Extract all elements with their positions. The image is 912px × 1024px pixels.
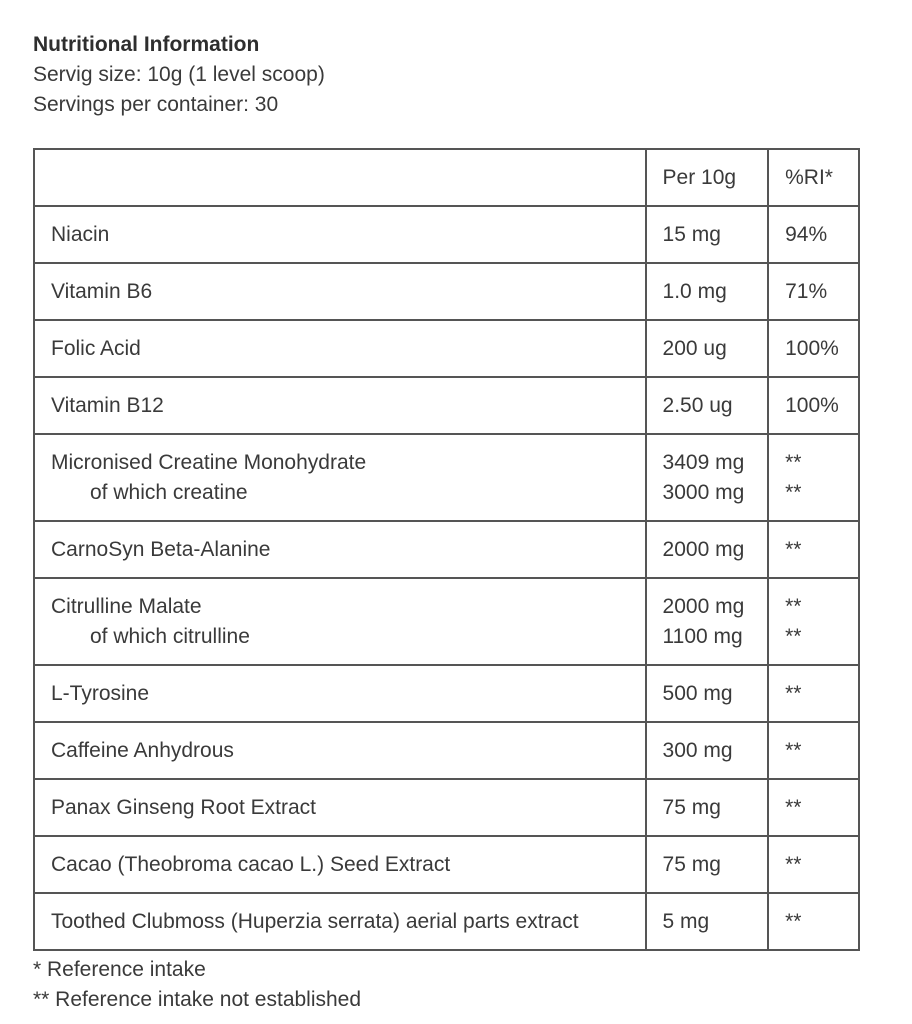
nutrient-amount: 2000 mg — [646, 521, 769, 578]
nutrient-ri: ** — [768, 893, 859, 950]
nutrient-ri: 100% — [768, 320, 859, 377]
nutrient-ri: 71% — [768, 263, 859, 320]
nutrient-amount: 75 mg — [646, 836, 769, 893]
nutrient-sub-ri: ** — [785, 624, 802, 648]
nutrient-ri: ** — [785, 594, 802, 618]
nutrient-name: Citrulline Malate — [51, 594, 202, 618]
table-row — [34, 521, 859, 578]
header-name-cell — [34, 149, 646, 206]
nutrient-ri: ** — [768, 779, 859, 836]
nutrient-amount: 15 mg — [646, 206, 769, 263]
nutrient-ri-cell — [768, 578, 859, 665]
table-header-row — [34, 149, 859, 206]
table-row — [34, 779, 859, 836]
nutrient-amount-cell — [646, 434, 769, 521]
nutrient-name: L-Tyrosine — [34, 665, 646, 722]
nutrient-ri: ** — [768, 665, 859, 722]
footnote-not-established: ** Reference intake not established — [33, 988, 362, 1011]
header-ri-cell: %RI* — [768, 149, 859, 206]
nutrient-name: Folic Acid — [34, 320, 646, 377]
nutrient-name: Vitamin B12 — [34, 377, 646, 434]
nutrient-name: Micronised Creatine Monohydrate — [51, 450, 367, 474]
serving-size: Servig size: 10g (1 level scoop) — [33, 63, 325, 86]
nutrition-header — [33, 30, 325, 120]
table-row — [34, 722, 859, 779]
nutrient-name-cell — [34, 578, 646, 665]
table-row — [34, 434, 859, 521]
table-row — [34, 578, 859, 665]
nutrient-amount: 500 mg — [646, 665, 769, 722]
nutrient-ri: ** — [768, 521, 859, 578]
nutrient-amount: 75 mg — [646, 779, 769, 836]
header-per-cell: Per 10g — [646, 149, 769, 206]
nutrient-name: Caffeine Anhydrous — [34, 722, 646, 779]
table-row — [34, 893, 859, 950]
nutrient-sub-amount: 1100 mg — [662, 624, 743, 648]
footnotes — [33, 955, 361, 1015]
nutrient-sub-amount: 3000 mg — [662, 480, 745, 504]
nutrient-name: Cacao (Theobroma cacao L.) Seed Extract — [34, 836, 646, 893]
nutrient-amount: 300 mg — [646, 722, 769, 779]
nutrient-name-cell — [34, 434, 646, 521]
nutrient-name: Niacin — [34, 206, 646, 263]
nutrient-ri: ** — [768, 836, 859, 893]
nutrient-ri: ** — [768, 722, 859, 779]
nutrient-amount: 2000 mg — [662, 594, 745, 618]
servings-per-container: Servings per container: 30 — [33, 93, 279, 116]
nutrient-amount: 5 mg — [646, 893, 769, 950]
page-title: Nutritional Information — [33, 33, 260, 56]
nutrient-ri: 94% — [768, 206, 859, 263]
footnote-reference-intake: * Reference intake — [33, 958, 206, 981]
table-row — [34, 377, 859, 434]
nutrient-ri-cell — [768, 434, 859, 521]
nutrient-name: Panax Ginseng Root Extract — [34, 779, 646, 836]
table-row — [34, 320, 859, 377]
nutrient-sub-name: of which citrulline — [90, 624, 250, 648]
nutrient-ri: ** — [785, 450, 802, 474]
nutrient-sub-ri: ** — [785, 480, 802, 504]
nutrient-ri: 100% — [768, 377, 859, 434]
table-row — [34, 263, 859, 320]
nutrient-amount: 200 ug — [646, 320, 769, 377]
table-row — [34, 206, 859, 263]
nutrient-name: Vitamin B6 — [34, 263, 646, 320]
nutrient-name: Toothed Clubmoss (Huperzia serrata) aerial parts extract — [34, 893, 646, 950]
nutrient-name: CarnoSyn Beta-Alanine — [34, 521, 646, 578]
nutrient-sub-name: of which creatine — [90, 480, 248, 504]
table-row — [34, 665, 859, 722]
nutrient-amount: 3409 mg — [662, 450, 745, 474]
nutrition-table — [33, 148, 860, 951]
nutrient-amount-cell — [646, 578, 769, 665]
nutrient-amount: 1.0 mg — [646, 263, 769, 320]
table-row — [34, 836, 859, 893]
nutrient-amount: 2.50 ug — [646, 377, 769, 434]
